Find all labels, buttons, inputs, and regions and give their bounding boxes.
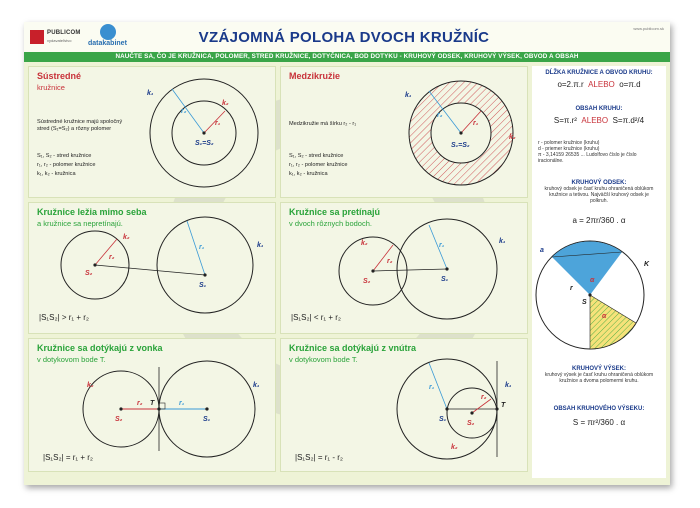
concentric-circles-diagram — [29, 67, 277, 199]
label-t: T — [150, 400, 155, 407]
label-r2: r₂ — [137, 400, 143, 407]
poster-subtitle: NAUČTE SA, ČO JE KRUŽNICA, POLOMER, STRED KRUŽNICE, DOTYČNICA, BOD DOTYKU - KRUHOVÝ ODSEK, KRUHOVÝ VÝSEK, OBVOD A OBSAH — [24, 52, 670, 62]
intersecting-circles-diagram — [281, 203, 529, 335]
site-url: www.publicom.sk — [633, 26, 664, 31]
formula-arc: a = 2πr/360 . α — [572, 216, 626, 225]
label-r: r — [570, 285, 573, 292]
section-heading: KRUHOVÝ ODSEK: — [571, 180, 627, 186]
label-r1: r₁ — [473, 120, 479, 127]
label-k2: k₂ — [509, 134, 516, 141]
separate-circles-diagram — [29, 203, 277, 335]
panel-title: Kružnice sa dotýkajú z vnútra — [289, 343, 417, 353]
panel-title: Kružnice sa pretínajú — [289, 207, 381, 217]
panel-subtitle: v dotykovom bode T. — [37, 355, 106, 364]
label-s2: S₂ — [85, 270, 93, 277]
panel-description: Sústredné kružnice majú spoločný stred (S₁=S₂) a rôzny polomer — [37, 119, 123, 132]
panel-subtitle: a kružnice sa nepretínajú. — [37, 219, 123, 228]
formula: |S₁S₂| > r₁ + r₂ — [39, 313, 89, 322]
label-center: S₁=S₂ — [195, 140, 214, 147]
label-s1: S₁ — [441, 276, 449, 283]
panel-dotyk-zvnutra — [280, 338, 528, 472]
panel-subtitle: kružnice — [37, 83, 65, 92]
label-s1: S₁ — [439, 416, 447, 423]
label-s1: S₁ — [203, 416, 211, 423]
internal-tangent-diagram — [281, 339, 529, 473]
label-k1: k₁ — [505, 382, 512, 389]
label-s2: S₂ — [363, 278, 371, 285]
label-r2: r₂ — [109, 254, 115, 261]
poster-title: VZÁJOMNÁ POLOHA DVOCH KRUŽNÍC — [198, 29, 490, 46]
legend-item: r - polomer kružnice (kruhu) — [538, 140, 600, 146]
panel-subtitle: v dvoch rôznych bodoch. — [289, 219, 372, 228]
poster — [24, 22, 670, 485]
label-k1: k₁ — [405, 92, 412, 99]
panel-dotyk-zvonka — [28, 338, 276, 472]
label-r1: r₁ — [429, 384, 435, 391]
label-r1: r₁ — [179, 400, 185, 407]
header — [24, 22, 670, 52]
section-heading: OBSAH KRUHU: — [575, 106, 623, 112]
legend-item: S₁, S₂ - stred kružnice — [37, 153, 92, 159]
legend-item: S₁, S₂ - stred kružnice — [289, 153, 344, 159]
label-k1: k₁ — [499, 238, 506, 245]
formula-sector-area: S = πr²/360 . α — [572, 418, 626, 427]
formula: |S₁S₂| = r₁ + r₂ — [43, 453, 93, 462]
panel-title: Kružnice ležia mimo seba — [37, 207, 147, 217]
circle-sector-diagram — [532, 230, 666, 360]
formula-area: S=π.r² ALEBO S=π.d²/4 — [553, 116, 645, 125]
publicom-logo: PUBLICOM vydavateľstvo — [30, 30, 82, 46]
legend-item: k₁, k₂ - kružnica — [289, 171, 328, 177]
legend-item: k₁, k₂ - kružnica — [37, 171, 76, 177]
label-k1: k₁ — [253, 382, 260, 389]
label-k2: k₂ — [361, 240, 368, 247]
panel-sustredne — [28, 66, 276, 198]
formula: |S₁S₂| < r₁ + r₂ — [291, 313, 341, 322]
label-s1: S₁ — [199, 282, 207, 289]
label-t: T — [501, 402, 506, 409]
section-heading: KRUHOVÝ VÝSEK: — [571, 366, 626, 372]
section-heading: OBSAH KRUHOVÉHO VÝSEKU: — [553, 406, 645, 412]
panel-description: Medzikružie má šírku r₂ - r₁ — [289, 121, 357, 127]
section-description: kruhový výsek je časť kruhu ohraničená oblúkom kružnice a dvoma polomermi kruhu. — [544, 372, 654, 384]
label-k2: k₂ — [222, 100, 229, 107]
annulus-diagram — [281, 67, 529, 199]
panel-title: Sústredné — [37, 71, 82, 81]
label-k1: k₁ — [257, 242, 264, 249]
label-k2: k₂ — [123, 234, 130, 241]
panel-mimo-seba — [28, 202, 276, 334]
formula-circumference: o=2.π.r ALEBO o=π.d — [557, 80, 641, 89]
datakabinet-logo: datakabinet — [88, 24, 130, 50]
label-s2: S₂ — [467, 420, 475, 427]
section-heading: DĹŽKA KRUŽNICE A OBVOD KRUHU: — [545, 70, 653, 76]
formula: |S₁S₂| = r₁ - r₂ — [295, 453, 343, 462]
label-r2: r₂ — [481, 394, 487, 401]
label-r1: r₁ — [199, 244, 205, 251]
label-k: K — [644, 261, 650, 268]
legend-item: π - 3,14159 26535 ... Ludolfovo číslo je číslo iracionálne. — [538, 152, 637, 164]
legend-item: r₁, r₂ - polomer kružnice — [37, 162, 96, 168]
panel-title: Kružnice sa dotýkajú z vonka — [37, 343, 163, 353]
label-k2: k₂ — [451, 444, 458, 451]
panel-subtitle: v dotykovom bode T. — [289, 355, 358, 364]
formula-sidebar — [532, 66, 666, 478]
label-a: a — [540, 247, 544, 254]
label-r2: r₂ — [437, 112, 443, 119]
panel-pretinaju — [280, 202, 528, 334]
label-k1: k₁ — [147, 90, 154, 97]
legend-item: d - priemer kružnice (kruhu) — [538, 146, 600, 152]
label-r2: r₂ — [387, 258, 393, 265]
label-r2: r₂ — [181, 108, 187, 115]
panel-title: Medzikružie — [289, 71, 341, 81]
label-r1: r₁ — [215, 120, 221, 127]
label-s: S — [582, 299, 587, 306]
label-r1: r₁ — [439, 242, 445, 249]
label-alpha-top: α — [590, 277, 595, 284]
label-center: S₁=S₂ — [451, 142, 470, 149]
label-s2: S₂ — [115, 416, 123, 423]
label-alpha-bottom: α — [602, 313, 607, 320]
external-tangent-diagram — [29, 339, 277, 473]
section-description: kruhový odsek je časť kruhu ohraničená oblúkom kružnice a tetivou. Najväčší kruhový odsek je polkruh. — [544, 186, 654, 204]
label-k2: k₂ — [87, 382, 94, 389]
panel-medzikruzie — [280, 66, 528, 198]
legend-item: r₁, r₂ - polomer kružnice — [289, 162, 348, 168]
